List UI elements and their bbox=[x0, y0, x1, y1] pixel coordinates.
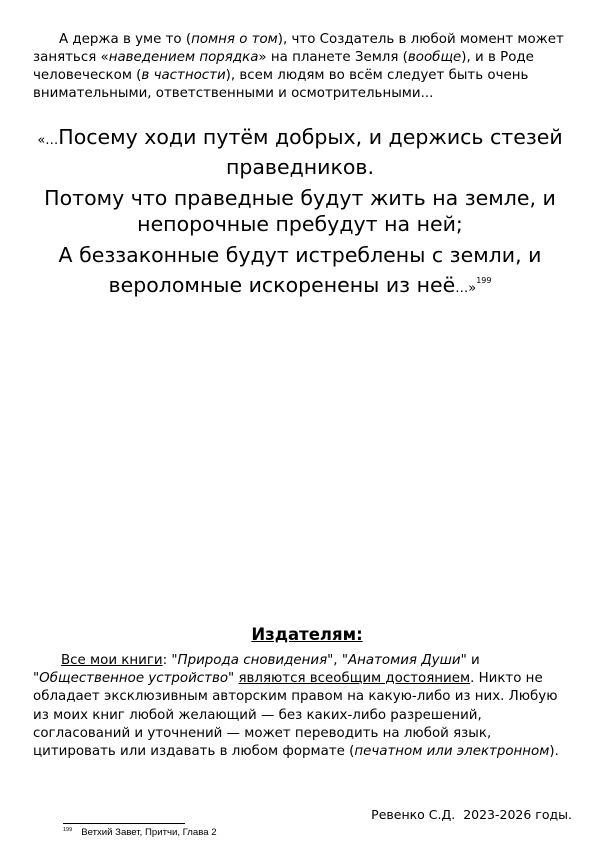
quote-line-2 bbox=[28, 185, 572, 237]
quote-text: А беззаконные будут истреблены с земли, и вероломные искоренены из неё bbox=[58, 243, 542, 297]
format-emphasis: печатном или электронном bbox=[354, 744, 550, 760]
quote-text: Потому что праведные будут жить на земле, и непорочные пребудут на ней; bbox=[44, 186, 556, 236]
footnote-reference[interactable]: 199 bbox=[476, 276, 492, 285]
intro-emphasis: помня о том bbox=[191, 32, 278, 47]
footnote bbox=[63, 827, 217, 838]
intro-paragraph bbox=[33, 31, 568, 103]
book-title: Общественное устройство bbox=[39, 671, 229, 687]
quote-line-3 bbox=[28, 242, 572, 302]
book-title: Природа сновидения bbox=[177, 653, 328, 668]
pub-text: ", " bbox=[327, 653, 348, 668]
quote-line-1 bbox=[28, 124, 572, 180]
author-signature: Ревенко С.Д. 2023-2026 годы. bbox=[371, 807, 572, 822]
pub-text: " и " bbox=[33, 653, 480, 687]
intro-text: ), и в Роде человеческом ( bbox=[33, 50, 534, 83]
pub-text: ). bbox=[549, 744, 559, 760]
intro-text: А держа в уме то ( bbox=[59, 32, 192, 47]
quote-close-mark: …» bbox=[455, 281, 477, 296]
intro-text: » на планете Земля ( bbox=[258, 50, 408, 65]
publishers-paragraph bbox=[33, 652, 563, 761]
footnote-text: Ветхий Завет, Притчи, Глава 2 bbox=[81, 827, 217, 838]
pub-text: " bbox=[228, 671, 239, 687]
book-title: Анатомия Души bbox=[347, 653, 461, 668]
publishers-heading: Издателям: bbox=[251, 625, 363, 644]
footnote-divider bbox=[63, 823, 185, 824]
quote-text: Посему ходи путём добрых, и держись стезей праведников. bbox=[58, 125, 563, 179]
all-books-link[interactable]: Все мои книги bbox=[61, 653, 163, 668]
pub-text: . Никто не обладает эксклюзивным авторским правом на какую-либо из них. Любую из моих книг любой желающий — без каких-либо разрешений, согласований и уточнений — может переводить на любой язык, цитировать или издавать в любом формате ( bbox=[33, 671, 558, 760]
intro-emphasis: наведением порядка bbox=[108, 50, 259, 65]
public-domain-link[interactable]: являются всеобщим достоянием bbox=[238, 671, 471, 687]
scripture-quote bbox=[28, 124, 572, 307]
intro-emphasis: в частности bbox=[141, 68, 226, 83]
intro-text: ), что Создатель в любой момент может заняться « bbox=[33, 32, 564, 65]
quote-open-mark: «… bbox=[37, 133, 59, 148]
footnote-number: 199 bbox=[63, 827, 73, 833]
intro-emphasis: вообще bbox=[407, 50, 462, 65]
intro-text: ), всем людям во всём следует быть очень внимательными, ответственными и осмотрительными... bbox=[33, 68, 529, 101]
pub-text: : " bbox=[162, 653, 178, 668]
